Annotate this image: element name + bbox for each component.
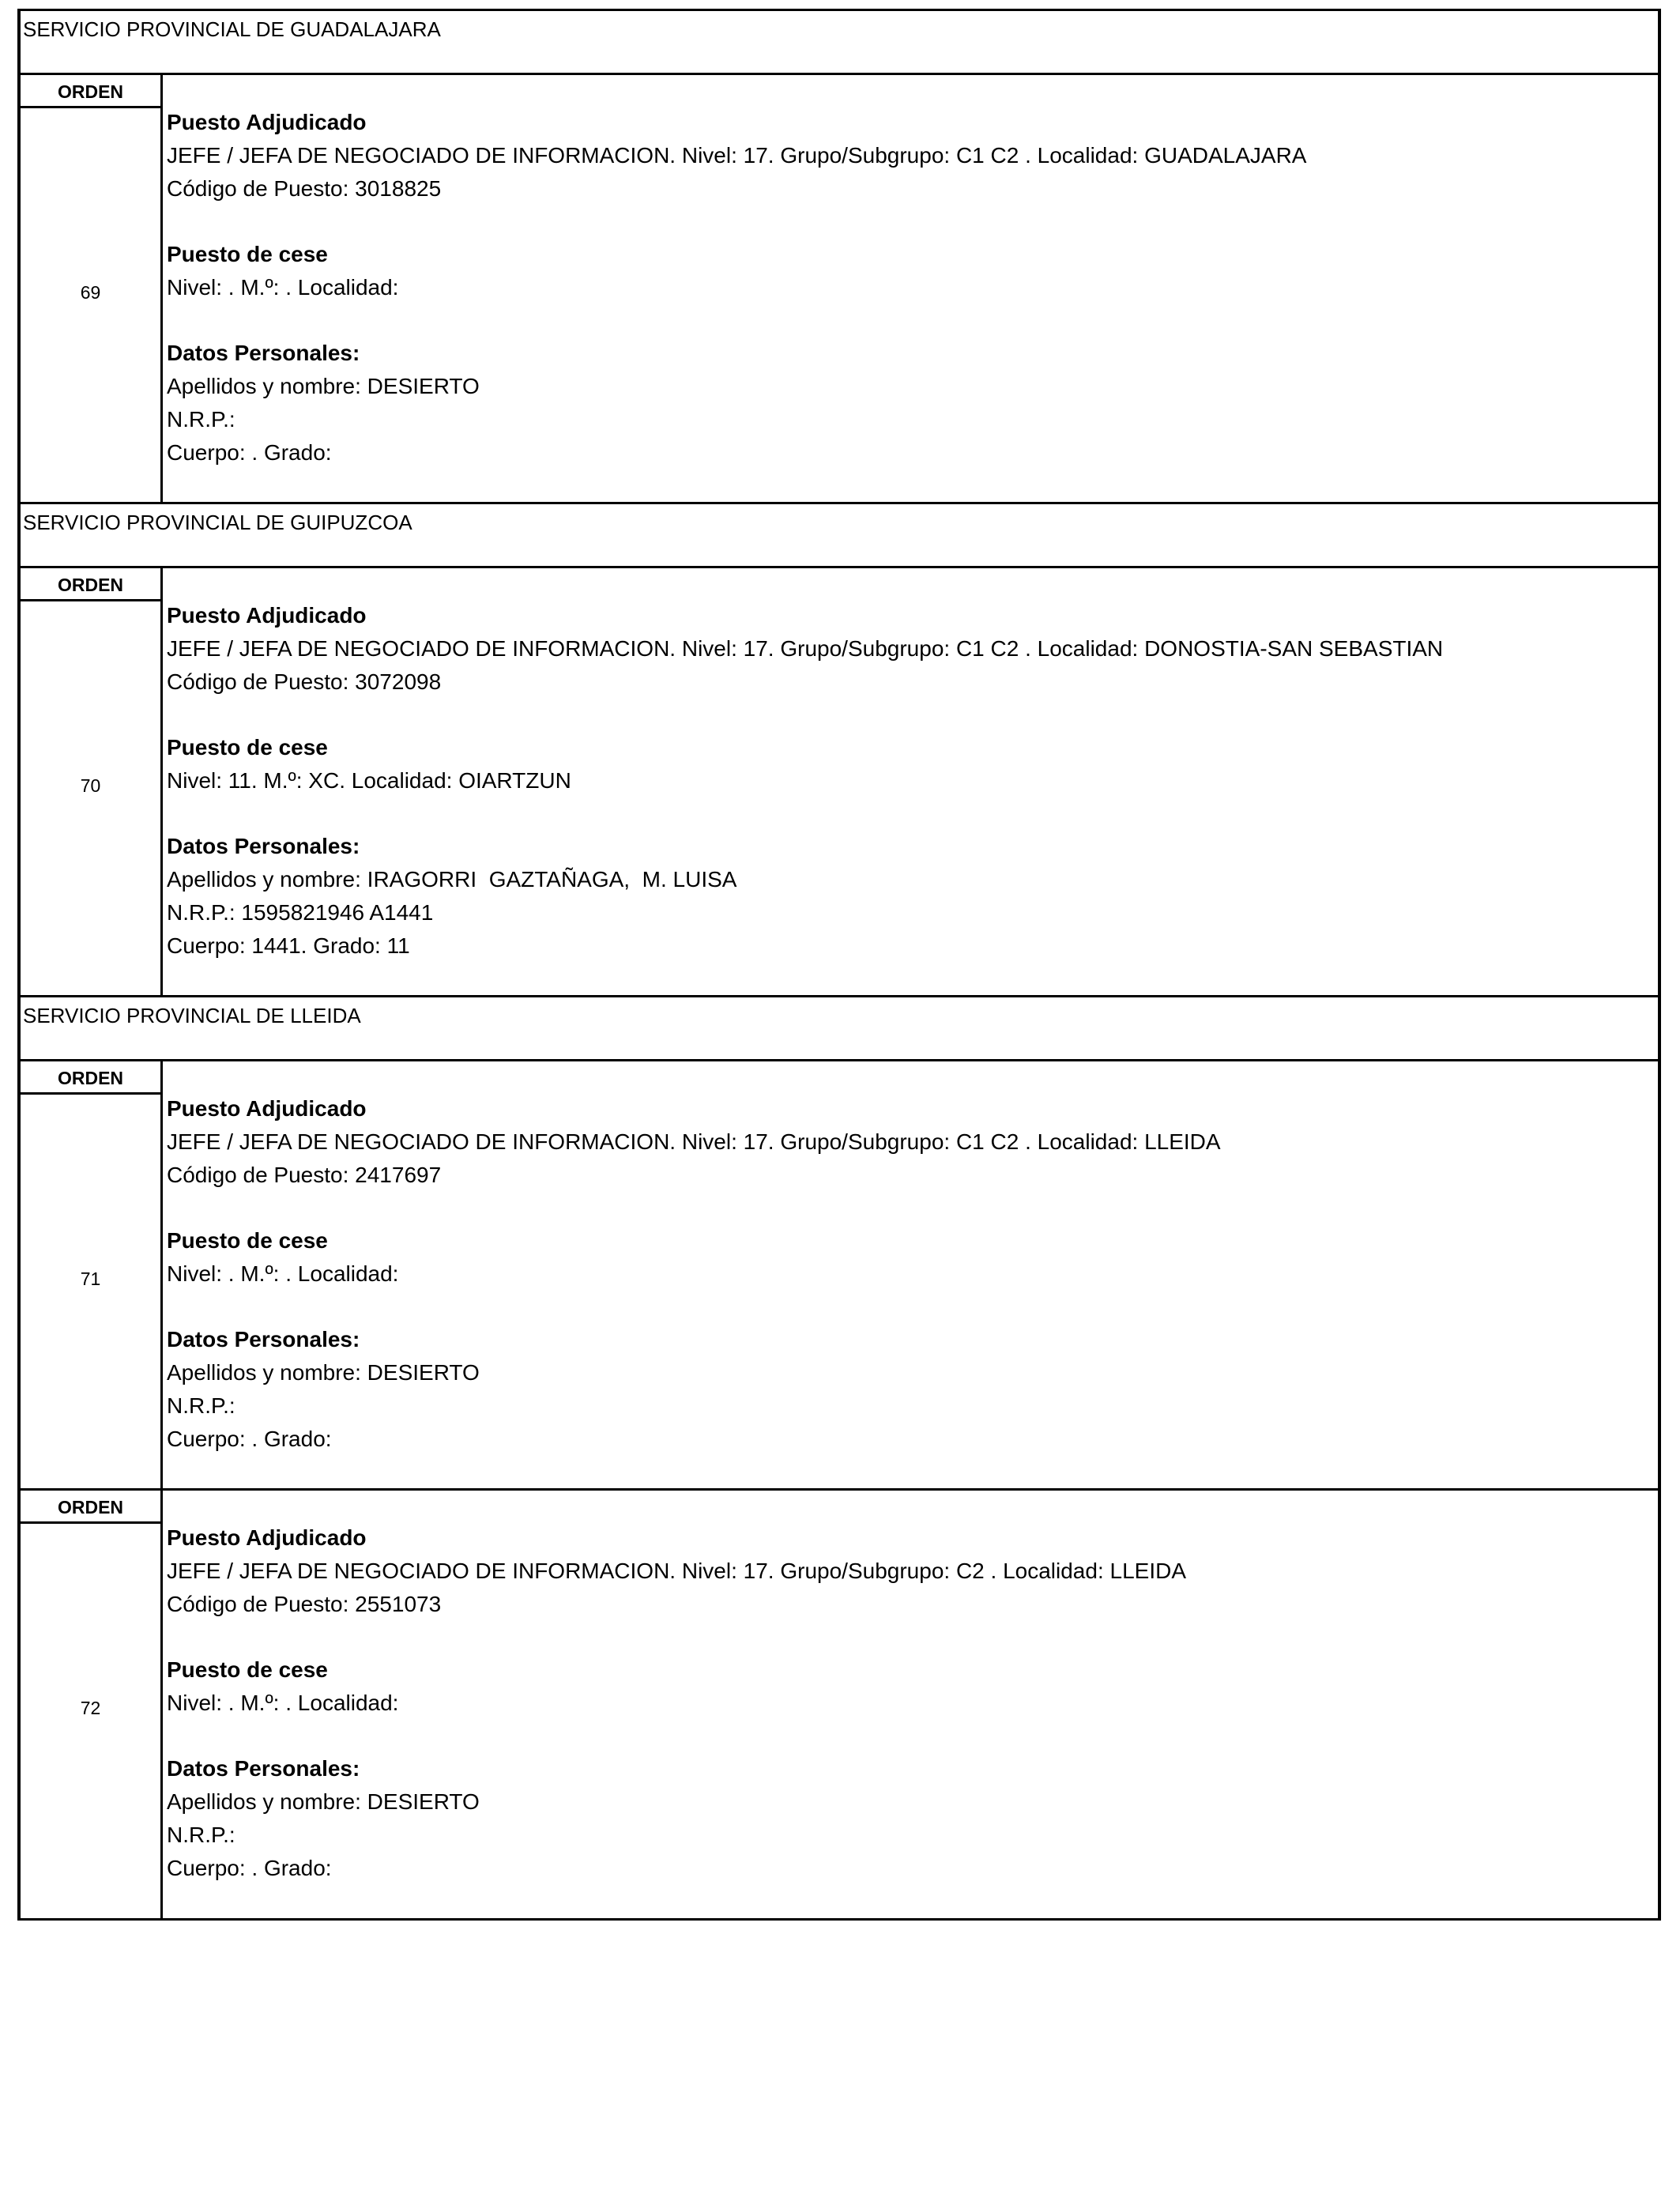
nrp: N.R.P.: [167, 1823, 235, 1847]
puesto-adjudicado-label: Puesto Adjudicado [167, 110, 367, 134]
cuerpo-grado: Cuerpo: . Grado: [167, 1427, 332, 1451]
orden-column [21, 568, 163, 995]
entry-block [21, 75, 1658, 504]
orden-column [21, 1061, 163, 1488]
nrp: N.R.P.: [167, 407, 235, 432]
service-header [21, 997, 1658, 1061]
datos-personales-label: Datos Personales: [167, 1327, 360, 1351]
orden-number: 69 [80, 282, 101, 303]
puesto-cese-label: Puesto de cese [167, 1657, 328, 1682]
service-title: SERVICIO PROVINCIAL DE LLEIDA [23, 1004, 361, 1027]
codigo-puesto: Código de Puesto: 2551073 [167, 1592, 442, 1616]
service-title: SERVICIO PROVINCIAL DE GUIPUZCOA [23, 511, 412, 534]
datos-personales-label: Datos Personales: [167, 341, 360, 365]
entry-content [163, 1491, 1658, 1918]
apellidos-nombre: Apellidos y nombre: IRAGORRI GAZTAÑAGA, M. LUISA [167, 867, 737, 892]
entry-content [163, 75, 1658, 502]
puesto-adjudicado-label: Puesto Adjudicado [167, 1525, 367, 1550]
apellidos-nombre: Apellidos y nombre: DESIERTO [167, 374, 480, 398]
codigo-puesto: Código de Puesto: 2417697 [167, 1163, 442, 1187]
service-title: SERVICIO PROVINCIAL DE GUADALAJARA [23, 17, 441, 41]
nrp: N.R.P.: 1595821946 A1441 [167, 900, 434, 925]
cuerpo-grado: Cuerpo: . Grado: [167, 440, 332, 465]
puesto-description: JEFE / JEFA DE NEGOCIADO DE INFORMACION. Nivel: 17. Grupo/Subgrupo: C2 . Localidad: LLEIDA [167, 1559, 1187, 1583]
orden-number: 70 [80, 775, 101, 796]
puesto-adjudicado-label: Puesto Adjudicado [167, 1096, 367, 1121]
puesto-description: JEFE / JEFA DE NEGOCIADO DE INFORMACION. Nivel: 17. Grupo/Subgrupo: C1 C2 . Localidad: LLEIDA [167, 1129, 1221, 1154]
puesto-description: JEFE / JEFA DE NEGOCIADO DE INFORMACION. Nivel: 17. Grupo/Subgrupo: C1 C2 . Localidad: DONOSTIA-SAN SEBASTIAN [167, 636, 1444, 661]
cese-details: Nivel: . M.º: . Localidad: [167, 275, 399, 300]
orden-column [21, 75, 163, 502]
apellidos-nombre: Apellidos y nombre: DESIERTO [167, 1360, 480, 1385]
orden-number: 71 [80, 1269, 101, 1289]
nrp: N.R.P.: [167, 1393, 235, 1418]
orden-header: ORDEN [21, 75, 160, 108]
entry-content [163, 1061, 1658, 1488]
entry-block [21, 1491, 1658, 1918]
datos-personales-label: Datos Personales: [167, 1756, 360, 1781]
cuerpo-grado: Cuerpo: 1441. Grado: 11 [167, 933, 410, 958]
puesto-adjudicado-label: Puesto Adjudicado [167, 603, 367, 628]
cese-details: Nivel: 11. M.º: XC. Localidad: OIARTZUN [167, 768, 571, 793]
codigo-puesto: Código de Puesto: 3018825 [167, 176, 442, 201]
adjudication-table [17, 9, 1661, 1921]
codigo-puesto: Código de Puesto: 3072098 [167, 669, 442, 694]
puesto-description: JEFE / JEFA DE NEGOCIADO DE INFORMACION. Nivel: 17. Grupo/Subgrupo: C1 C2 . Localidad: GUADALAJARA [167, 143, 1307, 168]
orden-header: ORDEN [21, 1491, 160, 1524]
datos-personales-label: Datos Personales: [167, 834, 360, 858]
entry-block [21, 568, 1658, 997]
service-header [21, 11, 1658, 75]
orden-header: ORDEN [21, 568, 160, 601]
entry-content [163, 568, 1658, 995]
apellidos-nombre: Apellidos y nombre: DESIERTO [167, 1789, 480, 1814]
puesto-cese-label: Puesto de cese [167, 1228, 328, 1253]
orden-number: 72 [80, 1698, 101, 1718]
orden-column [21, 1491, 163, 1918]
puesto-cese-label: Puesto de cese [167, 735, 328, 760]
cuerpo-grado: Cuerpo: . Grado: [167, 1856, 332, 1880]
orden-header: ORDEN [21, 1061, 160, 1095]
entry-block [21, 1061, 1658, 1491]
cese-details: Nivel: . M.º: . Localidad: [167, 1261, 399, 1286]
cese-details: Nivel: . M.º: . Localidad: [167, 1691, 399, 1715]
service-header [21, 504, 1658, 568]
puesto-cese-label: Puesto de cese [167, 242, 328, 266]
